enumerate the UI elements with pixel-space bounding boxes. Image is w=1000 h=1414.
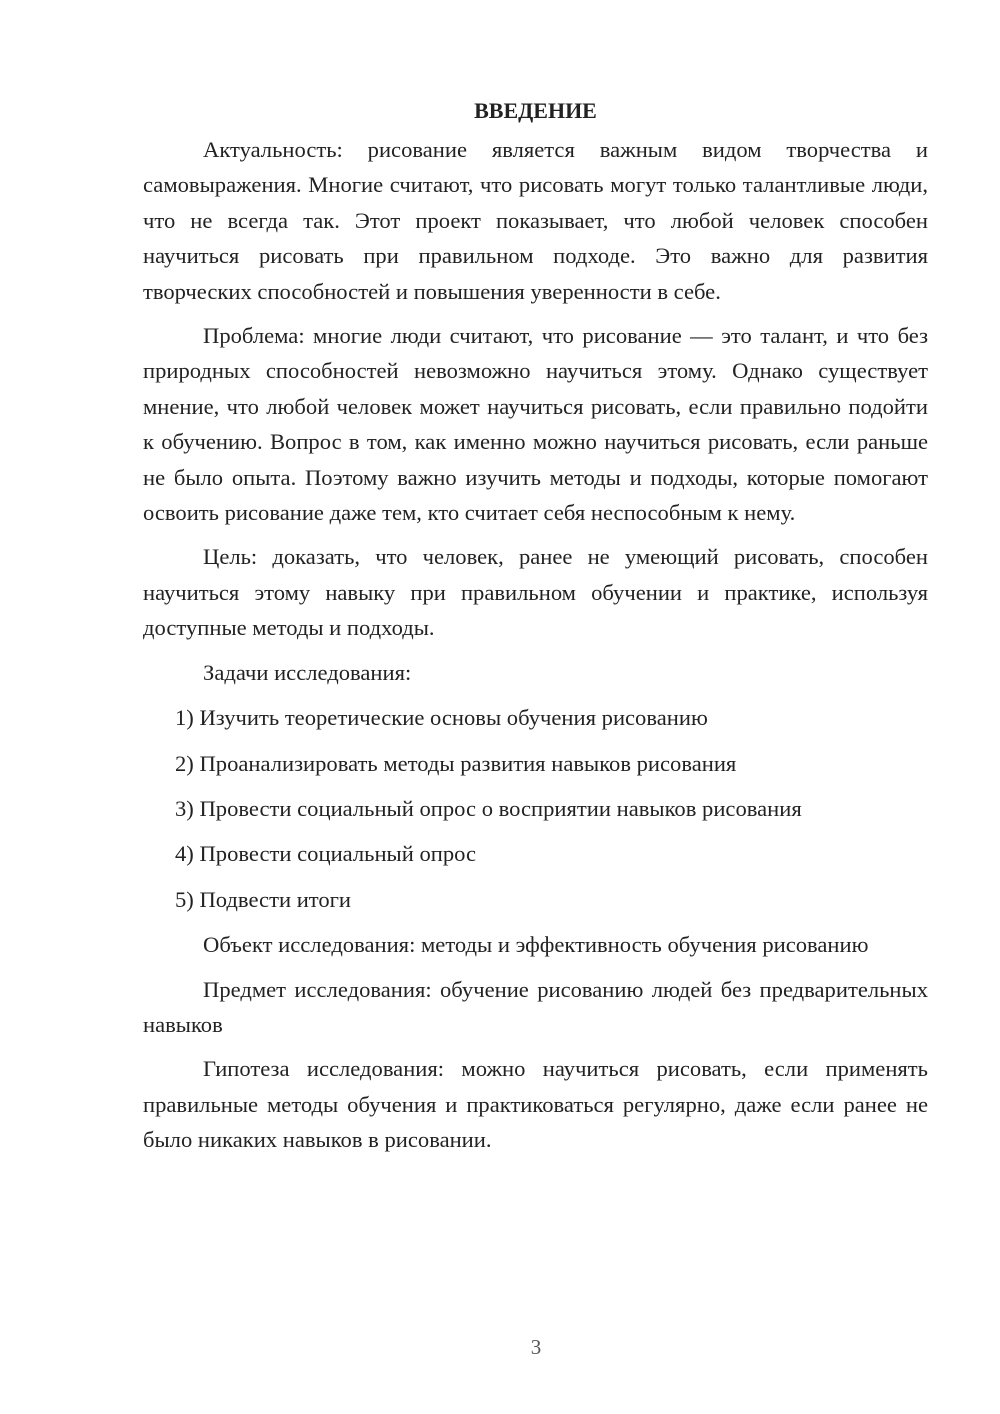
page-content bbox=[143, 93, 928, 1158]
task-item-2: 2) Проанализировать методы развития навыков рисования bbox=[175, 750, 737, 776]
tasks-heading: Задачи исследования: bbox=[203, 659, 412, 685]
relevance-paragraph: Актуальность: рисование является важным видом творчества и самовыражения. Многие считают, что рисовать могут только талантливые люди, что не всегда так. Этот проект показывает, что любой человек способен научиться рисовать при правильном подходе. Это важно для развития творческих способностей и повышения уверенности в себе. bbox=[143, 137, 928, 304]
object-paragraph: Объект исследования: методы и эффективность обучения рисованию bbox=[203, 932, 869, 958]
page-title: ВВЕДЕНИЕ bbox=[474, 98, 597, 123]
task-item-5: 5) Подвести итоги bbox=[175, 886, 352, 912]
task-item-4: 4) Провести социальный опрос bbox=[175, 841, 477, 867]
subject-paragraph: Предмет исследования: обучение рисованию людей без предварительных навыков bbox=[143, 976, 928, 1037]
task-item-3: 3) Провести социальный опрос о восприятии навыков рисования bbox=[175, 795, 802, 821]
hypothesis-paragraph: Гипотеза исследования: можно научиться рисовать, если применять правильные методы обучения и практиковаться регулярно, даже если ранее не было никаких навыков в рисовании. bbox=[143, 1056, 928, 1153]
problem-paragraph: Проблема: многие люди считают, что рисование — это талант, и что без природных способностей невозможно научиться этому. Однако существует мнение, что любой человек может научиться рисовать, если правильно подойти к обучению. Вопрос в том, как именно можно научиться рисовать, если раньше не было опыта. Поэтому важно изучить методы и подходы, которые помогают освоить рисование даже тем, кто считает себя неспособным к нему. bbox=[143, 323, 928, 526]
page-number: 3 bbox=[530, 1335, 542, 1359]
goal-paragraph: Цель: доказать, что человек, ранее не умеющий рисовать, способен научиться этому навыку при правильном обучении и практике, используя доступные методы и подходы. bbox=[143, 544, 928, 641]
task-item-1: 1) Изучить теоретические основы обучения рисованию bbox=[175, 705, 708, 731]
tasks-list bbox=[143, 700, 928, 917]
